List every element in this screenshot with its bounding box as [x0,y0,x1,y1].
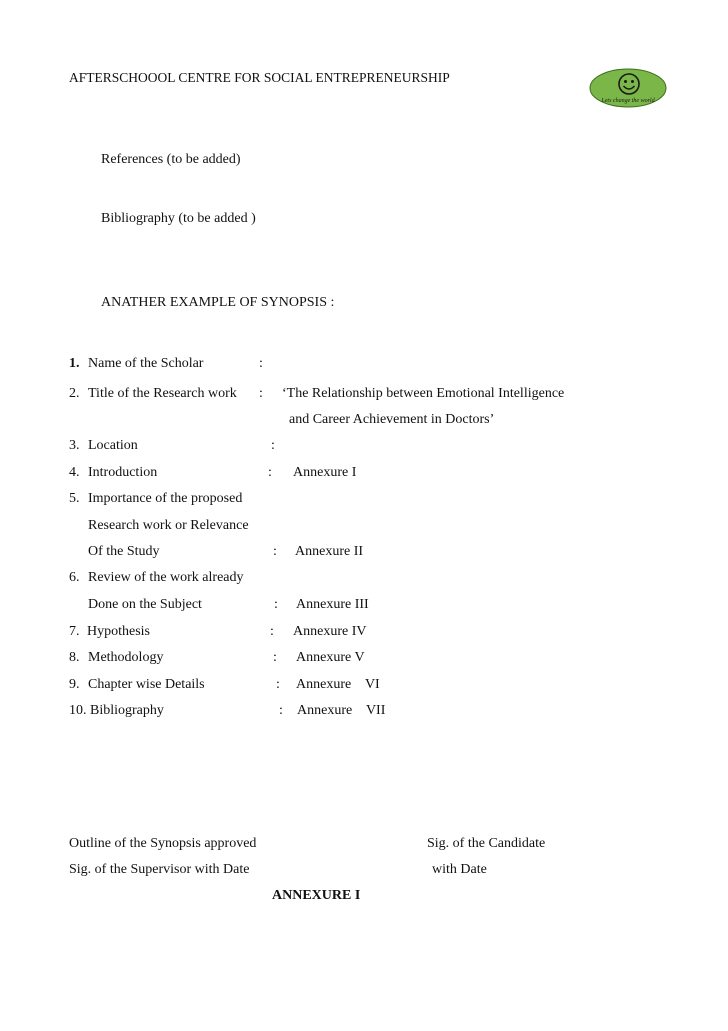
item-number-2: 2. [69,386,80,401]
organization-logo [588,68,668,108]
item-colon-3: : [271,438,275,453]
item-label-5-line2: Research work or Relevance [88,518,249,533]
logo-text: Lets change the world [601,98,655,104]
item-colon-7: : [270,624,274,639]
item-number-9: 9. [69,677,80,692]
item-label-3: Location [88,438,138,453]
page-header-title: AFTERSCHOOOL CENTRE FOR SOCIAL ENTREPRENEURSHIP [69,70,450,85]
item-number-6: 6. [69,570,80,585]
item-colon-4: : [268,465,272,480]
item-number-7: 7. [69,624,80,639]
item-value-5: Annexure II [295,544,364,559]
supervisor-signature-label: Sig. of the Supervisor with Date [69,862,250,877]
outline-approved-text: Outline of the Synopsis approved [69,836,257,851]
item-label-8: Methodology [88,650,164,665]
item-number-8: 8. [69,650,80,665]
item-value-10: Annexure VII [297,703,386,718]
item-label-6: Review of the work already [88,570,244,585]
item-value-2: ‘The Relationship between Emotional Intelligence [282,386,565,401]
item-number-4: 4. [69,465,80,480]
item-value-2-cont: and Career Achievement in Doctors’ [289,412,495,427]
item-colon-6: : [274,597,278,612]
item-label-5: Importance of the proposed [88,491,243,506]
item-label-7: Hypothesis [87,624,150,639]
item-colon-8: : [273,650,277,665]
item-number-1: 1. [69,356,80,371]
item-value-8: Annexure V [296,650,365,665]
item-colon-10: : [279,703,283,718]
item-colon-9: : [276,677,280,692]
item-colon-5: : [273,544,277,559]
references-text: References (to be added) [101,152,241,167]
annexure-title: ANNEXURE I [272,888,361,903]
item-colon-1: : [259,356,263,371]
item-value-4: Annexure I [293,465,357,480]
candidate-signature-label: Sig. of the Candidate [427,836,546,851]
item-label-5-line3: Of the Study [88,544,160,559]
item-number-3: 3. [69,438,80,453]
item-label-6-line2: Done on the Subject [88,597,202,612]
bibliography-text: Bibliography (to be added ) [101,211,256,226]
item-value-9: Annexure VI [296,677,380,692]
item-number-10: 10. [69,703,87,718]
item-label-4: Introduction [88,465,158,480]
item-label-2: Title of the Research work [88,386,237,401]
item-number-5: 5. [69,491,80,506]
item-colon-2: : [259,386,263,401]
item-label-10: Bibliography [90,703,164,718]
example-heading: ANATHER EXAMPLE OF SYNOPSIS : [101,295,335,310]
item-label-9: Chapter wise Details [88,677,205,692]
candidate-with-date-label: with Date [432,862,487,877]
item-value-7: Annexure IV [293,624,367,639]
item-value-6: Annexure III [296,597,369,612]
item-label-1: Name of the Scholar [88,356,204,371]
